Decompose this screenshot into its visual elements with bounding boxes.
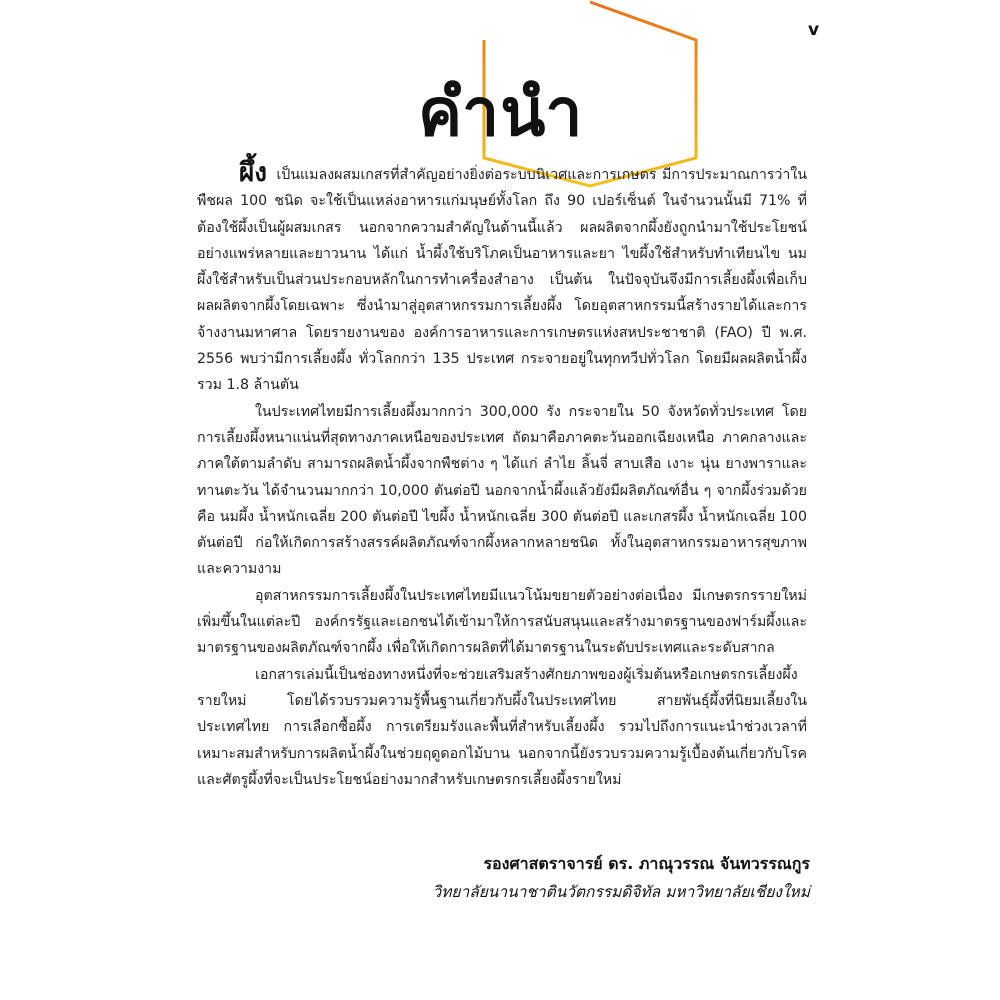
preface-body <box>197 160 807 793</box>
author-affiliation: วิทยาลัยนานาชาตินวัตกรรมดิจิทัล มหาวิทยาลัยเชียงใหม่ <box>432 883 810 901</box>
preface-paragraph-2: ในประเทศไทยมีการเลี้ยงผึ้งมากกว่า 300,000 รัง กระจายใน 50 จังหวัดทั่วประเทศ โดยการเลี้ยงผึ้งหนาแน่นที่สุดทางภาคเหนือของประเทศ ถัดมาคือภาคตะวันออกเฉียงเหนือ ภาคกลางและภาคใต้ตามลำดับ สามารถผลิตน้ำผึ้งจากพืชต่าง ๆ ได้แก่ ลำไย ลิ้นจี่ สาบเสือ เงาะ นุ่น ยางพาราและทานตะวัน ได้จำนวนมากกว่า 10,000 ตันต่อปี นอกจากน้ำผึ้งแล้วยังมีผลิตภัณฑ์อื่น ๆ จากผึ้งร่วมด้วยคือ นมผึ้ง น้ำหนักเฉลี่ย 200 ตันต่อปี ไขผึ้ง น้ำหนักเฉลี่ย 300 ตันต่อปี และเกสรผึ้ง น้ำหนักเฉลี่ย 100 ตันต่อปี ก่อให้เกิดการสร้างสรรค์ผลิตภัณฑ์จากผึ้งหลากหลายชนิด ทั้งในอุตสาหกรรมอาหารสุขภาพและความงาม <box>197 403 807 578</box>
lead-word: ผึ้ง <box>239 158 267 188</box>
signature-block <box>433 850 810 906</box>
paragraph-text: เป็นแมลงผสมเกสรที่สำคัญอย่างยิ่งต่อระบบนิเวศและการเกษตร มีการประมาณการว่าในพืชผล 100 ชนิด จะใช้เป็นแหล่งอาหารแก่มนุษย์ทั้งโลก ถึง 90 เปอร์เซ็นต์ ในจำนวนนั้นมี 71% ที่ต้องใช้ผึ้งเป็นผู้ผสมเกสร นอกจากความสำคัญในด้านนี้แล้ว ผลผลิตจากผึ้งยังถูกนำมาใช้ประโยชน์อย่างแพร่หลายและยาวนาน ได้แก่ น้ำผึ้งใช้บริโภคเป็นอาหารและยา ไขผึ้งใช้สำหรับทำเทียนไข นมผึ้งใช้สำหรับเป็นส่วนประกอบหลักในการทำเครื่องสำอาง เป็นต้น ในปัจจุบันจึงมีการเลี้ยงผึ้งเพื่อเก็บผลผลิตจากผึ้งโดยเฉพาะ ซึ่งนำมาสู่อุตสาหกรรมการเลี้ยงผึ้ง โดยอุตสาหกรรมนี้สร้างรายได้และการจ้างงานมหาศาล โดยรายงานของ องค์การอาหารและการเกษตรแห่งสหประชาชาติ (FAO) ปี พ.ศ. 2556 พบว่ามีการเลี้ยงผึ้ง ทั่วโลกกว่า 135 ประเทศ กระจายอยู่ในทุกทวีปทั่วโลก โดยมีผลผลิตน้ำผึ้งรวม 1.8 ล้านตัน <box>197 167 807 394</box>
preface-paragraph-1 <box>197 160 807 399</box>
page-title: คำนำ <box>418 74 584 151</box>
page-number: v <box>808 20 820 40</box>
preface-paragraph-3: อุตสาหกรรมการเลี้ยงผึ้งในประเทศไทยมีแนวโน้มขยายตัวอย่างต่อเนื่อง มีเกษตรกรรายใหม่เพิ่มขึ้นในแต่ละปี องค์กรรัฐและเอกชนได้เข้ามาให้การสนับสนุนและสร้างมาตรฐานของฟาร์มผึ้งและมาตรฐานของผลิตภัณฑ์จากผึ้ง เพื่อให้เกิดการผลิตที่ได้มาตรฐานในระดับประเทศและระดับสากล <box>197 587 807 657</box>
preface-paragraph-4: เอกสารเล่มนี้เป็นช่องทางหนึ่งที่จะช่วยเสริมสร้างศักยภาพของผู้เริ่มต้นหรือเกษตรกรเลี้ยงผึ้งรายใหม่ โดยได้รวบรวมความรู้พื้นฐานเกี่ยวกับผึ้งในประเทศไทย สายพันธุ์ผึ้งที่นิยมเลี้ยงในประเทศไทย การเลือกซื้อผึ้ง การเตรียมรังและพื้นที่สำหรับเลี้ยงผึ้ง รวมไปถึงการแนะนำช่วงเวลาที่เหมาะสมสำหรับการผลิตน้ำผึ้งในช่วยฤดูดอกไม้บาน นอกจากนี้ยังรวบรวมความรู้เบื้องต้นเกี่ยวกับโรคและศัตรูผึ้งที่จะเป็นประโยชน์อย่างมากสำหรับเกษตรกรเลี้ยงผึ้งรายใหม่ <box>197 666 807 788</box>
author-name: รองศาสตราจารย์ ดร. ภาณุวรรณ จันทวรรณกูร <box>483 854 810 873</box>
